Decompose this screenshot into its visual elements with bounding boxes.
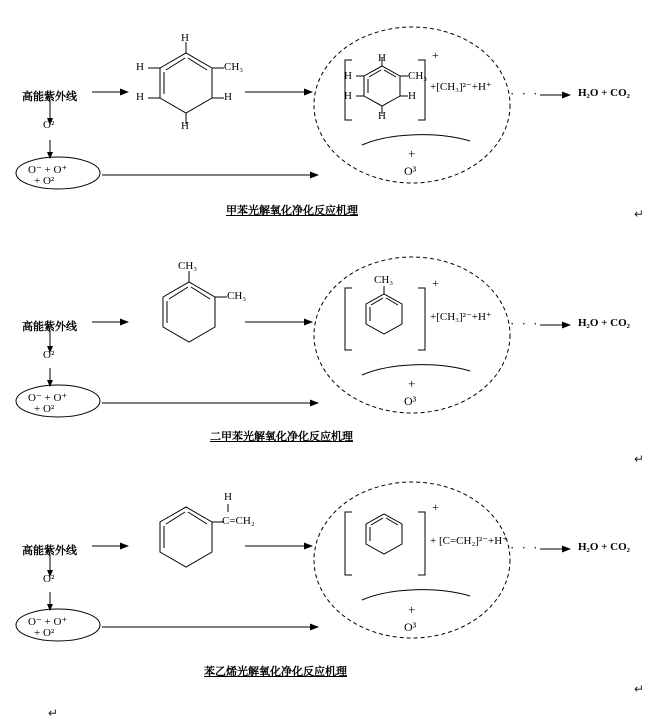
ring2-label-ch3: CH₃ <box>374 274 394 286</box>
mol1-label-left-upper: H <box>136 61 144 73</box>
ring1-label-left-lower: H <box>344 90 352 102</box>
plus-3: + <box>408 602 416 617</box>
uv-label-2: 高能紫外线 <box>22 320 77 333</box>
o2-label-1: O² <box>43 119 55 131</box>
mol1-label-top: H <box>181 32 189 44</box>
ring1-label-ch3: CH₃ <box>408 70 428 82</box>
uv-label-1: 高能紫外线 <box>22 90 77 103</box>
o2-label-2: O² <box>43 349 55 361</box>
mol1-label-ch3: CH₃ <box>224 61 244 73</box>
section-xylene-graphics <box>0 240 655 450</box>
pilcrow-3: ↵ <box>634 682 645 696</box>
caption-3: 苯乙烯光解氧化净化反应机理 <box>204 665 347 678</box>
radical-line2-3: + O² <box>34 627 55 639</box>
bracket-sup-3: + <box>432 500 439 514</box>
fragment-2: +[CH₃]²⁻+H⁺ <box>430 311 492 323</box>
fragment-3: + [C=CH₂]²⁻+H⁺ <box>430 535 508 547</box>
ozone-2: O³ <box>404 394 417 408</box>
plus-2: + <box>408 376 416 391</box>
products-1: H₂O + CO₂ <box>578 87 630 99</box>
ring1-label-left-upper: H <box>344 70 352 82</box>
dots-3: · · · <box>510 540 540 555</box>
products-2: H₂O + CO₂ <box>578 317 630 329</box>
section-toluene <box>0 0 655 230</box>
radical-line2-1: + O² <box>34 175 55 187</box>
pilcrow-2: ↵ <box>634 452 645 466</box>
mol1-label-left-lower: H <box>136 91 144 103</box>
caption-1: 甲苯光解氧化净化反应机理 <box>226 204 358 217</box>
pilcrow-4: ↵ <box>48 706 59 720</box>
ring1-label-bottom: H <box>378 110 386 122</box>
bracket-sup-2: + <box>432 276 439 290</box>
plus-1: + <box>408 146 416 161</box>
uv-label-3: 高能紫外线 <box>22 544 77 557</box>
radical-line2-2: + O² <box>34 403 55 415</box>
fragment-1: +[CH₃]²⁻+H⁺ <box>430 81 492 93</box>
bracket-sup-1: + <box>432 48 439 62</box>
ozone-3: O³ <box>404 620 417 634</box>
mol1-label-bottom: H <box>181 120 189 132</box>
radical-line1-2: O⁻ + O⁺ <box>28 392 68 404</box>
mol1-label-right-lower: H <box>224 91 232 103</box>
ozone-1: O³ <box>404 164 417 178</box>
radical-line1-3: O⁻ + O⁺ <box>28 616 68 628</box>
mol2-label-ch3-top: CH₃ <box>178 260 198 272</box>
section-styrene <box>0 480 655 690</box>
mol2-label-ch3-right: CH₃ <box>227 290 247 302</box>
o2-label-3: O² <box>43 573 55 585</box>
dots-2: · · · <box>510 316 540 331</box>
section-styrene-graphics <box>0 480 655 690</box>
pilcrow-1: ↵ <box>634 207 645 221</box>
mol3-label-h: H <box>224 491 232 503</box>
products-3: H₂O + CO₂ <box>578 541 630 553</box>
caption-2: 二甲苯光解氧化净化反应机理 <box>210 430 353 443</box>
ring1-label-right-lower: H <box>408 90 416 102</box>
section-toluene-graphics <box>0 0 655 230</box>
dots-1: · · · <box>510 86 540 101</box>
radical-line1-1: O⁻ + O⁺ <box>28 164 68 176</box>
mol3-label-vinyl: C=CH₂ <box>222 515 255 527</box>
section-xylene <box>0 240 655 450</box>
ring1-label-top: H <box>378 52 386 64</box>
